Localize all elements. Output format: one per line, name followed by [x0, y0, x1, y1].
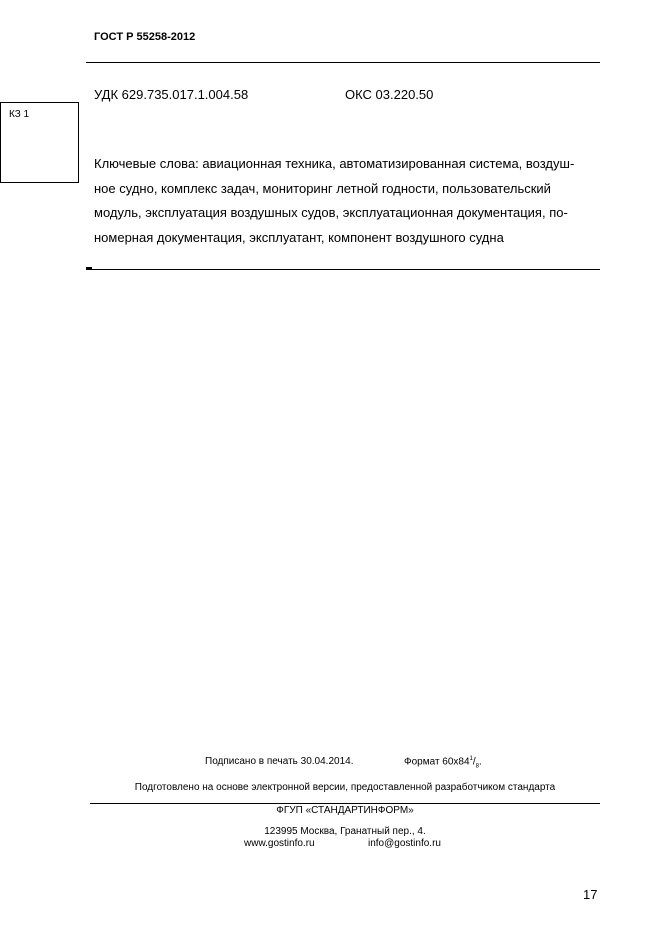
- website-link[interactable]: www.gostinfo.ru: [244, 838, 315, 849]
- middle-divider: [86, 269, 600, 270]
- udk-code: УДК 629.735.017.1.004.58: [94, 87, 249, 102]
- keywords-line: ное судно, комплекс задач, мониторинг летной годности, пользовательский: [94, 180, 551, 196]
- oks-code: ОКС 03.220.50: [345, 87, 434, 102]
- format-numerator: 1: [469, 756, 473, 762]
- format-suffix: .: [479, 756, 482, 768]
- keywords-line: Ключевые слова: авиационная техника, автоматизированная система, воздуш-: [94, 156, 575, 171]
- email-link[interactable]: info@gostinfo.ru: [368, 838, 441, 849]
- standard-code: ГОСТ Р 55258-2012: [94, 31, 196, 43]
- kz-box: [0, 102, 79, 183]
- format-prefix: Формат 60х84: [404, 756, 470, 768]
- kz-label: КЗ 1: [9, 109, 30, 120]
- keywords-line: модуль, эксплуатация воздушных судов, эксплуатационная документация, по-: [94, 205, 568, 220]
- prepared-note: Подготовлено на основе электронной версии, предоставленной разработчиком стандарта: [134, 782, 556, 793]
- paper-format: Формат $60х84^1/_8$.: [404, 756, 482, 770]
- publisher-name: ФГУП «СТАНДАРТИНФОРМ»: [276, 805, 414, 816]
- bottom-divider: [90, 803, 600, 804]
- publisher-address: 123995 Москва, Гранатный пер., 4.: [264, 826, 426, 837]
- page-number: 17: [583, 887, 598, 902]
- top-divider: [86, 62, 600, 63]
- keywords-paragraph: [94, 152, 600, 250]
- keywords-line: номерная документация, эксплуатант, компонент воздушного судна: [94, 229, 504, 245]
- format-denominator: 8: [475, 763, 480, 770]
- signed-date: Подписано в печать 30.04.2014.: [205, 756, 354, 767]
